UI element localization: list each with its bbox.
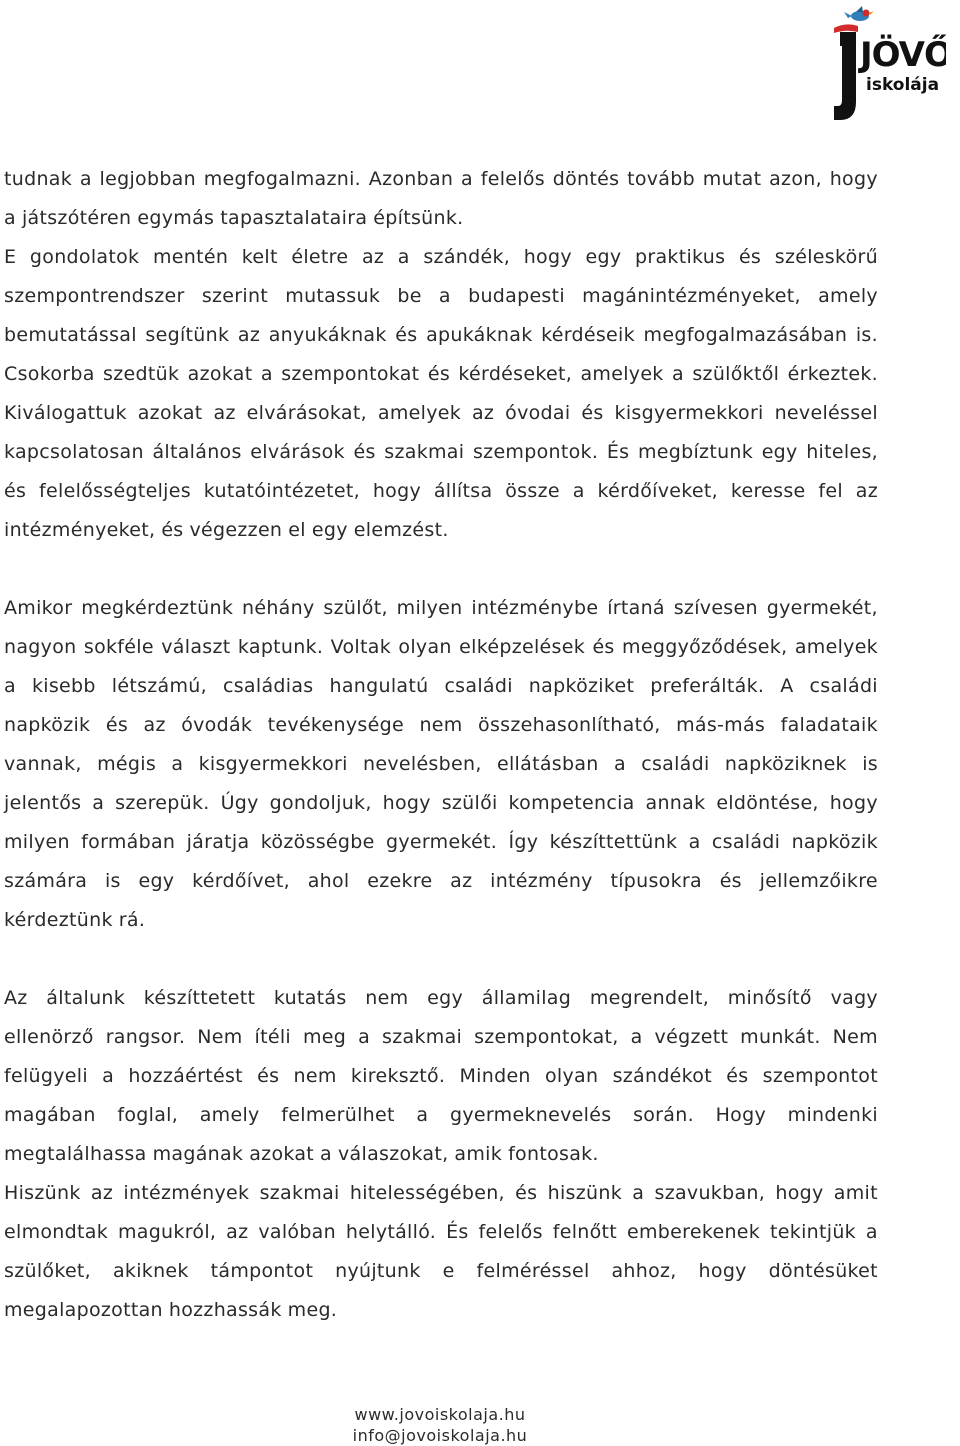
text-line: elmondtak magukról, az valóban helytálló. És felelős felnőtt emberekenek tekintjük a: [4, 1221, 878, 1243]
text-line: számára is egy kérdőívet, ahol ezekre az intézmény típusokra és jellemzőikre: [4, 870, 878, 892]
text-line: vannak, mégis a kisgyermekkori nevelésben, ellátásban a családi napköziknek is: [4, 753, 878, 775]
text-line: a játszótéren egymás tapasztalataira építsünk.: [4, 207, 464, 229]
text-line: magában foglal, amely felmerülhet a gyermeknevelés során. Hogy mindenki: [4, 1104, 878, 1126]
bird-icon: [844, 6, 874, 21]
footer-email: info@jovoiskolaja.hu: [352, 1426, 528, 1445]
text-line: szülőket, akiknek támpontot nyújtunk e felméréssel ahhoz, hogy döntésüket: [4, 1260, 878, 1282]
svg-text:JÖVŐ: JÖVŐ: [860, 35, 946, 75]
text-line: nagyon sokféle választ kaptunk. Voltak olyan elképzelések és meggyőződések, amelyek: [4, 636, 878, 658]
text-line: felügyeli a hozzáértést és nem kireksztő. Minden olyan szándékot és szempontot: [4, 1065, 878, 1087]
text-line: szempontrendszer szerint mutassuk be a budapesti magánintézményeket, amely: [4, 285, 878, 307]
paragraph-gap: [4, 550, 878, 589]
text-line: kérdeztünk rá.: [4, 909, 146, 931]
svg-text:iskolája: iskolája: [866, 75, 940, 95]
text-line: Az általunk készíttetett kutatás nem egy államilag megrendelt, minősítő vagy: [4, 987, 878, 1009]
text-line: ellenörző rangsor. Nem ítéli meg a szakmai szempontokat, a végzett munkát. Nem: [4, 1026, 878, 1048]
text-line: bemutatással segítünk az anyukáknak és apukáknak kérdéseik megfogalmazásában is.: [4, 324, 878, 346]
text-line: Amikor megkérdeztünk néhány szülőt, milyen intézménybe írtaná szívesen gyermekét,: [4, 597, 878, 619]
text-line: napközik és az óvodák tevékenysége nem összehasonlítható, más-más faladataik: [4, 714, 878, 736]
text-line: milyen formában járatja közösségbe gyermekét. Így készíttettünk a családi napközik: [4, 831, 878, 853]
text-line: E gondolatok mentén kelt életre az a szándék, hogy egy praktikus és széleskörű: [4, 246, 878, 268]
text-line: Kiválogattuk azokat az elvárásokat, amelyek az óvodai és kisgyermekkori neveléssel: [4, 402, 878, 424]
text-line: Csokorba szedtük azokat a szempontokat és kérdéseket, amelyek a szülőktől érkeztek.: [4, 363, 878, 385]
document-body: [4, 160, 878, 1330]
text-line: megalapozottan hozzhassák meg.: [4, 1299, 338, 1321]
text-line: és felelősségteljes kutatóintézetet, hogy állítsa össze a kérdőíveket, keresse fel az: [4, 480, 878, 502]
text-line: megtalálhassa magának azokat a válaszokat, amik fontosak.: [4, 1143, 599, 1165]
text-line: Hiszünk az intézmények szakmai hitelességében, és hiszünk a szavukban, hogy amit: [4, 1182, 878, 1204]
text-line: a kisebb létszámú, családias hangulatú családi napköziket preferálták. A családi: [4, 675, 878, 697]
footer-website: www.jovoiskolaja.hu: [354, 1405, 526, 1424]
text-line: intézményeket, és végezzen el egy elemzést.: [4, 519, 449, 541]
paragraph-gap: [4, 940, 878, 979]
text-line: jelentős a szerepük. Úgy gondoljuk, hogy szülői kompetencia annak eldöntése, hogy: [4, 792, 878, 814]
jovo-iskolaja-logo: [826, 2, 946, 124]
text-line: tudnak a legjobban megfogalmazni. Azonban a felelős döntés tovább mutat azon, hogy: [4, 168, 878, 190]
footer: [0, 1404, 880, 1446]
text-line: kapcsolatosan általános elvárások és szakmai szempontok. És megbíztunk egy hiteles,: [4, 441, 878, 463]
logo-mark-icon: [826, 2, 946, 124]
